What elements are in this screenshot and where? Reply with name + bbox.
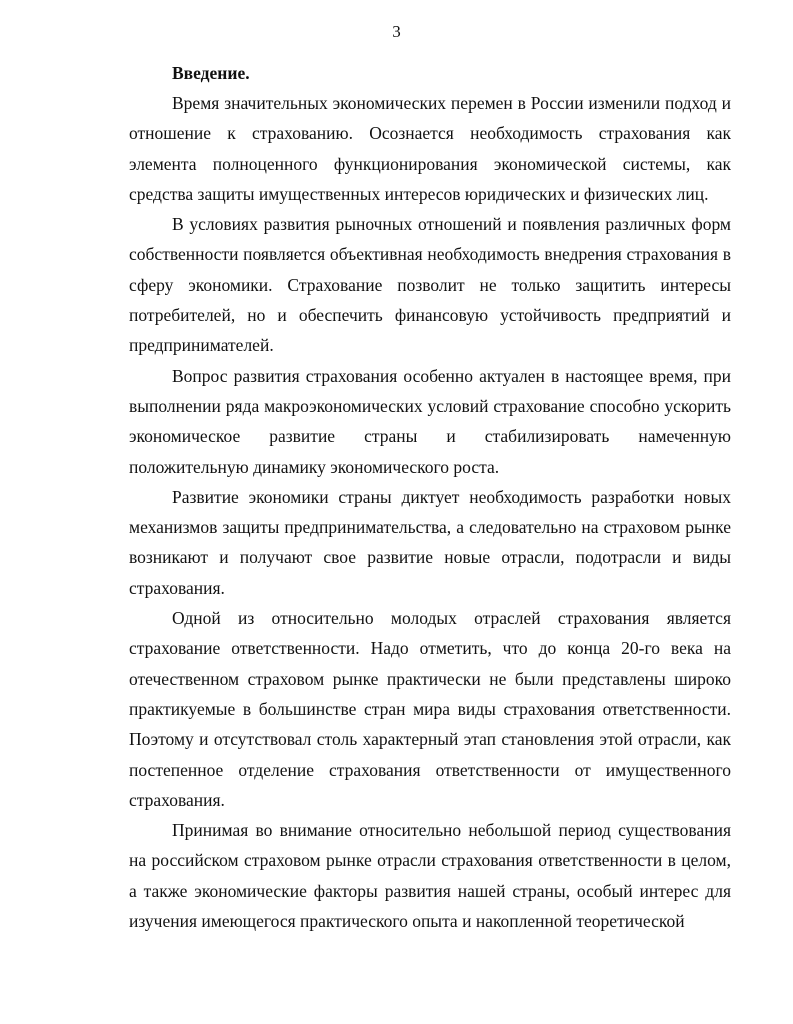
paragraph-3: Вопрос развития страхования особенно актуален в настоящее время, при выполнении ряда макроэкономических условий страхование способно ускорить экономическое развитие страны и стабилизировать намеченную положительную динамику экономического роста. xyxy=(129,365,731,477)
paragraph-5: Одной из относительно молодых отраслей страхования является страхование ответственности. Надо отметить, что до конца 20-го века на отечественном страховом рынке практически не были представлены широко практикуемые в большинстве стран мира виды страхования ответственности. Поэтому и отсутствовал столь характерный этап становления этой отрасли, как постепенное отделение страхования ответственности от имущественного страхования. xyxy=(129,608,731,810)
page-number: 3 xyxy=(392,22,401,41)
section-heading: Введение. xyxy=(172,63,250,83)
paragraph-1: Время значительных экономических перемен в России изменили подход и отношение к страхованию. Осознается необходимость страхования как элемента полноценного функционирования экономической системы, как средства защиты имущественных интересов юридических и физических лиц. xyxy=(129,93,731,204)
document-body xyxy=(129,58,731,936)
paragraph-4: Развитие экономики страны диктует необходимость разработки новых механизмов защиты предпринимательства, а следовательно на страховом рынке возникают и получают свое развитие новые отрасли, подотрасли и виды страхования. xyxy=(129,486,731,598)
paragraph-6: Принимая во внимание относительно небольшой период существования на российском страховом рынке отрасли страхования ответственности в целом, а также экономические факторы развития нашей страны, особый интерес для изучения имеющегося практического опыта и накопленной теоретической xyxy=(129,820,731,932)
paragraph-2: В условиях развития рыночных отношений и появления различных форм собственности появляется объективная необходимость внедрения страхования в сферу экономики. Страхование позволит не только защитить интересы потребителей, но и обеспечить финансовую устойчивость предприятий и предпринимателей. xyxy=(129,214,731,356)
